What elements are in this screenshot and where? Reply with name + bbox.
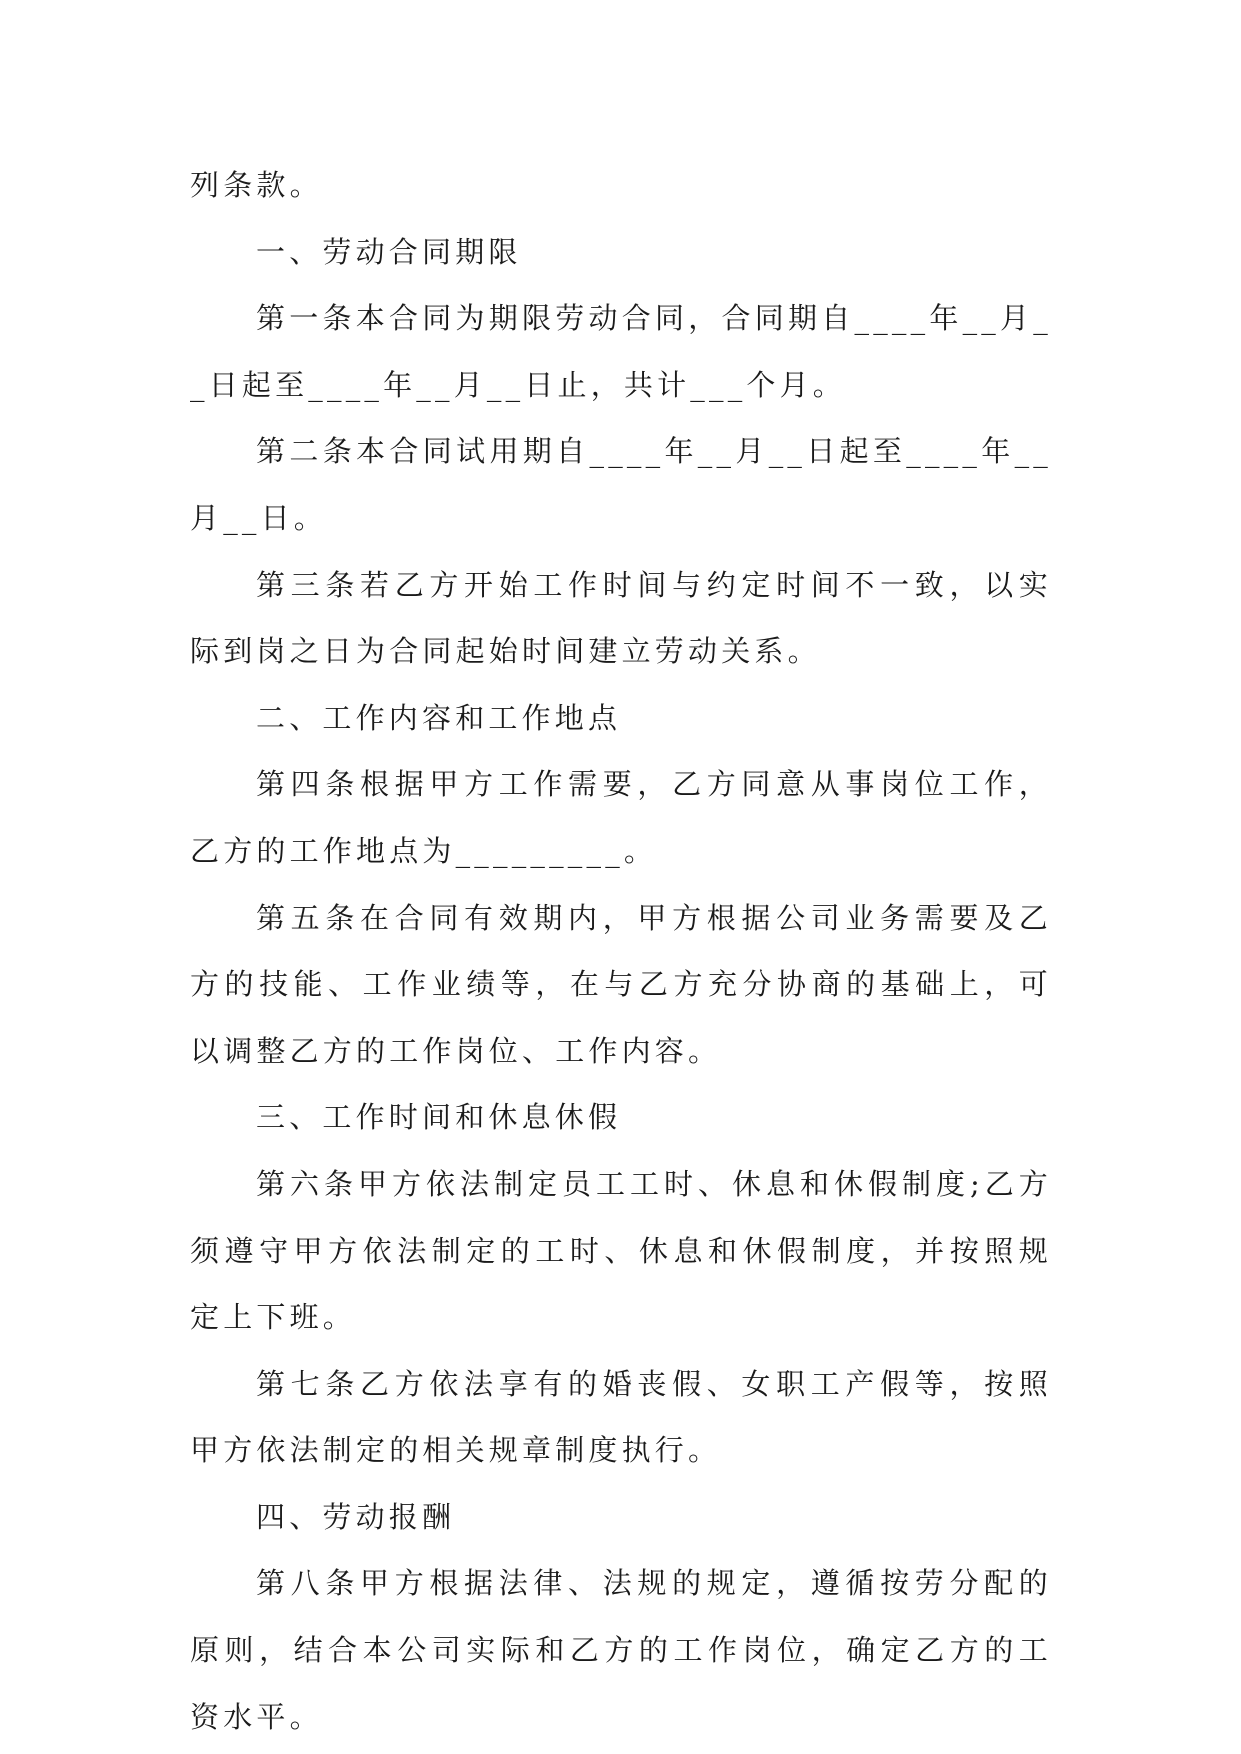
section-heading-work-hours: 三、工作时间和休息休假 [256, 1100, 622, 1135]
article-2-paragraph: 第二条本合同试用期自____年__月__日起至____年__月__日。 [190, 434, 1052, 535]
section-heading-contract-term: 一、劳动合同期限 [256, 234, 522, 269]
section-heading-work-content: 二、工作内容和工作地点 [256, 700, 622, 735]
article-3-paragraph: 第三条若乙方开始工作时间与约定时间不一致，以实际到岗之日为合同起始时间建立劳动关系。 [190, 567, 1052, 669]
section-heading-remuneration: 四、劳动报酬 [256, 1499, 456, 1534]
paragraph-continuation: 列条款。 [190, 168, 323, 202]
article-8-paragraph: 第八条甲方根据法律、法规的规定，遵循按劳分配的原则，结合本公司实际和乙方的工作岗位，确定乙方的工资水平。 [190, 1566, 1052, 1734]
document-body [190, 152, 1052, 1750]
article-1-paragraph: 第一条本合同为期限劳动合同，合同期自____年__月__日起至____年__月__日止，共计___个月。 [190, 301, 1052, 402]
article-5-paragraph: 第五条在合同有效期内，甲方根据公司业务需要及乙方的技能、工作业绩等，在与乙方充分协商的基础上，可以调整乙方的工作岗位、工作内容。 [190, 900, 1052, 1068]
article-7-paragraph: 第七条乙方依法享有的婚丧假、女职工产假等，按照甲方依法制定的相关规章制度执行。 [190, 1366, 1052, 1468]
article-6-paragraph: 第六条甲方依法制定员工工时、休息和休假制度;乙方须遵守甲方依法制定的工时、休息和休假制度，并按照规定上下班。 [190, 1166, 1052, 1335]
article-4-paragraph: 第四条根据甲方工作需要，乙方同意从事岗位工作，乙方的工作地点为_________。 [190, 767, 1052, 868]
